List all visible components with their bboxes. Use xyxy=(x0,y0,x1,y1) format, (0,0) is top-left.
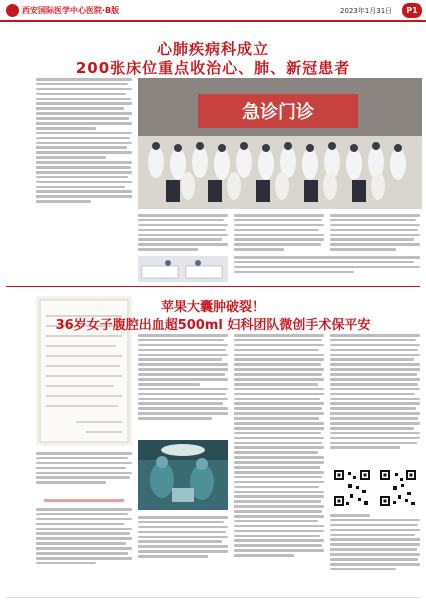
ward-photo-caption xyxy=(234,256,420,273)
letter-story-text-2 xyxy=(36,508,132,564)
masthead-title: 西安国际医学中心医院·B版 xyxy=(22,6,120,15)
letter-story-text xyxy=(36,452,132,484)
page-footer-rule xyxy=(6,597,420,598)
issue-date: 2023年1月31日 xyxy=(340,7,393,15)
surgery-photo xyxy=(138,440,228,510)
feature-column-2 xyxy=(234,334,324,557)
qr-code-right xyxy=(378,468,418,508)
department-group-photo xyxy=(138,78,422,209)
main-article-column-2 xyxy=(138,214,228,251)
masthead-bar xyxy=(0,0,426,22)
page-number: P1 xyxy=(402,3,422,18)
main-article-left-column xyxy=(36,78,132,203)
main-article-column-3 xyxy=(234,214,324,251)
feature-column-3 xyxy=(330,334,420,449)
letter-story-subhead xyxy=(44,498,124,504)
feature-column-1b xyxy=(138,516,228,558)
main-headline-line2: 200张床位重点收治心、肺、新冠患者 xyxy=(75,59,351,77)
feature-headline-line2: 36岁女子腹腔出血超500ml 妇科团队微创手术保平安 xyxy=(55,318,371,333)
feature-headline-line1: 苹果大囊肿破裂！ xyxy=(160,300,265,315)
feature-column-1 xyxy=(138,334,228,420)
svg-text:急诊门诊: 急诊门诊 xyxy=(242,102,314,123)
main-article-column-4 xyxy=(330,214,420,251)
ward-photo xyxy=(138,256,228,282)
main-headline-line1: 心肺疾病科成立 xyxy=(156,40,269,58)
hospital-logo-icon xyxy=(6,4,19,17)
qr-code-left xyxy=(332,468,372,508)
section-divider xyxy=(6,286,420,287)
feature-column-3b xyxy=(330,514,420,570)
